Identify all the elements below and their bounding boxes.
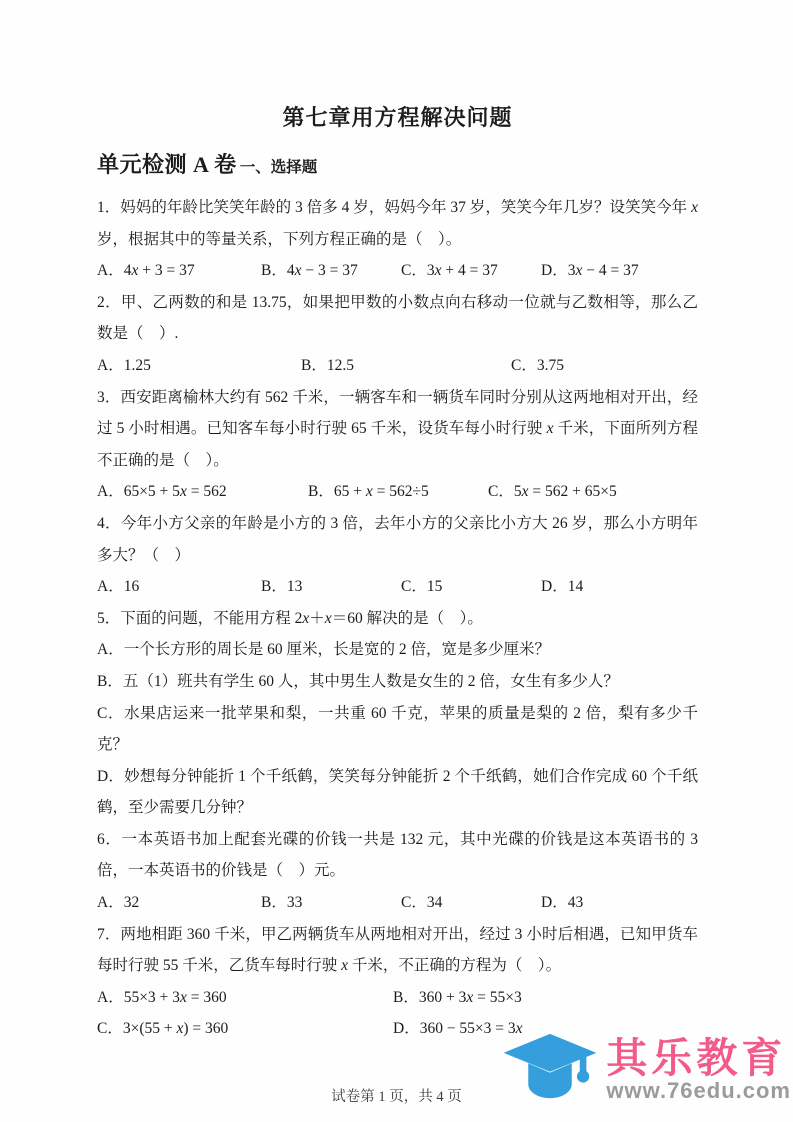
option-d: D．43 [541,894,584,912]
option-b: B．五（1）班共有学生 60 人，其中男生人数是女生的 2 倍，女生有多少人？ [97,672,619,690]
page-content [97,102,698,1045]
question-stem: 1．妈妈的年龄比笑笑年龄的 3 倍多 4 岁，妈妈今年 37 岁，笑笑今年几岁？设笑笑今年 x 岁，根据其中的等量关系，下列方程正确的是（ ）。 [97,199,698,248]
brand-url: www.76edu.com [606,1078,791,1104]
graduation-cap-icon [498,1025,606,1114]
section-header [97,149,698,183]
question-stem: 5．下面的问题，不能用方程 2x＋x＝60 解决的是（ ）。 [97,609,483,627]
option-a: A．55×3 + 3x = 360 [97,988,227,1006]
option-a: A．1.25 [97,356,151,374]
option-a: A．4x + 3 = 37 [97,262,195,280]
option-c: C．3.75 [511,356,564,374]
question-4 [97,508,698,603]
option-c: C．15 [401,578,443,596]
option-row [97,350,698,382]
option-d: D．妙想每分钟能折 1 个千纸鹤，笑笑每分钟能折 2 个千纸鹤，她们合作完成 60 个千纸鹤，至少需要几分钟？ [97,767,698,817]
question-stem: 6．一本英语书加上配套光碟的价钱一共是 132 元，其中光碟的价钱是这本英语书的 3 倍，一本英语书的价钱是（ ）元。 [97,830,698,880]
option-d: D．14 [541,578,584,596]
section-title: 单元检测 A 卷 [97,152,237,177]
question-stem: 7．两地相距 360 千米，甲乙两辆货车从两地相对开出，经过 3 小时后相遇，已知甲货车每时行驶 55 千米，乙货车每时行驶 x 千米，不正确的方程为（ ）。 [97,925,698,975]
option-d: D．360 − 55×3 = 3x [393,1020,523,1038]
option-d: D．3x − 4 = 37 [541,262,639,280]
option-row [97,887,698,919]
option-a: A．32 [97,894,140,912]
brand-logo [498,1025,791,1114]
question-stem: 3．西安距离榆林大约有 562 千米，一辆客车和一辆货车同时分别从这两地相对开出，经过 5 小时相遇。已知客车每小时行驶 65 千米，设货车每小时行驶 x 千米，下面所列方程不正确的是（ ）。 [97,388,698,469]
option-b: B．12.5 [301,356,354,374]
question-2 [97,287,698,382]
option-b: B．33 [261,894,303,912]
option-b: B．4x − 3 = 37 [261,262,358,280]
option-c: C．3×(55 + x) = 360 [97,1020,229,1038]
option-b: B．65 + x = 562÷5 [308,483,429,501]
question-1 [97,192,698,287]
option-row [97,255,698,287]
question-5 [97,603,698,824]
question-3 [97,382,698,508]
option-c: C．5x = 562 + 65×5 [488,483,617,501]
option-a: A．65×5 + 5x = 562 [97,483,227,501]
option-a: A．一个长方形的周长是 60 厘米，长是宽的 2 倍，宽是多少厘米？ [97,641,550,659]
option-row [97,571,698,603]
brand-name: 其乐教育 [606,1034,787,1081]
section-subtitle: 一、选择题 [239,159,318,176]
option-c: C．水果店运来一批苹果和梨，一共重 60 千克，苹果的质量是梨的 2 倍，梨有多少千克？ [97,704,698,754]
question-list [97,192,698,1045]
option-row [97,476,698,508]
page-title: 第七章用方程解决问题 [282,105,513,130]
question-stem: 2．甲、乙两数的和是 13.75，如果把甲数的小数点向右移动一位就与乙数相等，那么乙数是（ ）. [97,293,698,343]
footer-page-number: 试卷第 1 页，共 4 页 [331,1089,462,1105]
brand-text-block [606,1034,791,1104]
option-a: A．16 [97,578,140,596]
question-6 [97,824,698,919]
question-stem: 4．今年小方父亲的年龄是小方的 3 倍，去年小方的父亲比小方大 26 岁，那么小方明年多大？（ ） [97,514,698,564]
option-c: C．3x + 4 = 37 [401,262,498,280]
option-b: B．13 [261,578,303,596]
option-c: C．34 [401,894,443,912]
option-b: B．360 + 3x = 55×3 [393,988,522,1006]
